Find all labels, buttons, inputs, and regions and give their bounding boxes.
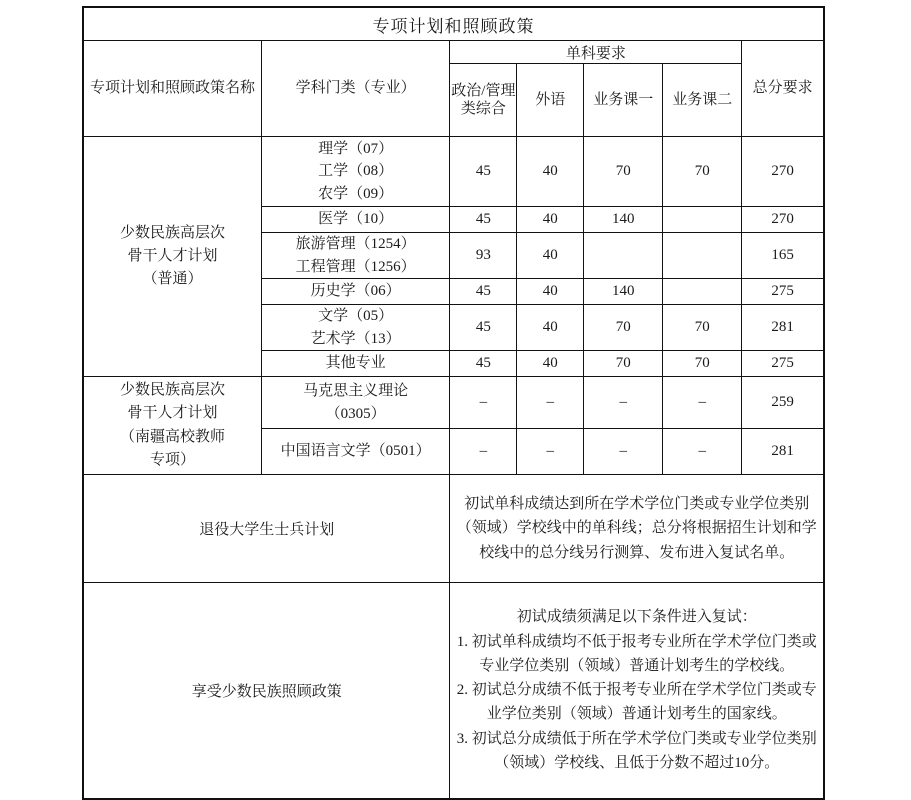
foreign-language-score: 40: [517, 233, 584, 279]
header-subject-requirement-group: 单科要求: [450, 41, 742, 64]
politics-score: –: [450, 377, 517, 429]
page-title: 专项计划和照顾政策: [83, 7, 824, 41]
discipline-cell: 文学（05） 艺术学（13）: [261, 305, 450, 351]
foreign-language-score: 40: [517, 351, 584, 377]
table-row: [83, 137, 824, 207]
politics-score: 45: [450, 351, 517, 377]
table-title-row: [83, 7, 824, 41]
politics-score: 45: [450, 279, 517, 305]
discipline-cell: 马克思主义理论 （0305）: [261, 377, 450, 429]
discipline-cell: 历史学（06）: [261, 279, 450, 305]
special-plan-policy-table: [82, 6, 825, 800]
policy-description-minority-preferential: 初试成绩须满足以下条件进入复试： 1. 初试单科成绩均不低于报考专业所在学术学位门类或专业学位类别（领域）普通计划考生的学校线。 2. 初试总分成绩不低于报考专业所在学术学位门类或专业学位类别（领域）普通计划考生的国家线。 3. 初试总分成绩低于所在学术学位门类或专业学位类别（领域）学校线、且低于分数不超过10分。: [450, 583, 824, 799]
politics-score: 93: [450, 233, 517, 279]
total-score: 270: [742, 207, 824, 233]
table-row: [83, 583, 824, 799]
total-score: 281: [742, 305, 824, 351]
total-score: 270: [742, 137, 824, 207]
foreign-language-score: 40: [517, 137, 584, 207]
business-course-1-score: [584, 233, 663, 279]
business-course-1-score: 140: [584, 207, 663, 233]
header-business-course-1: 业务课一: [584, 64, 663, 137]
foreign-language-score: –: [517, 429, 584, 475]
business-course-2-score: [663, 207, 742, 233]
header-total-score: 总分要求: [742, 41, 824, 137]
foreign-language-score: 40: [517, 305, 584, 351]
foreign-language-score: 40: [517, 279, 584, 305]
total-score: 259: [742, 377, 824, 429]
discipline-cell: 医学（10）: [261, 207, 450, 233]
politics-score: –: [450, 429, 517, 475]
header-row-top: [83, 41, 824, 64]
business-course-1-score: 70: [584, 137, 663, 207]
business-course-2-score: [663, 233, 742, 279]
header-discipline: 学科门类（专业）: [261, 41, 450, 137]
business-course-2-score: 70: [663, 305, 742, 351]
politics-score: 45: [450, 305, 517, 351]
business-course-1-score: 70: [584, 305, 663, 351]
business-course-2-score: 70: [663, 137, 742, 207]
policy-label-veteran-student-soldier: 退役大学生士兵计划: [83, 475, 450, 583]
total-score: 165: [742, 233, 824, 279]
discipline-cell: 理学（07） 工学（08） 农学（09）: [261, 137, 450, 207]
total-score: 275: [742, 351, 824, 377]
discipline-cell: 其他专业: [261, 351, 450, 377]
total-score: 281: [742, 429, 824, 475]
business-course-2-score: [663, 279, 742, 305]
header-policy-name: 专项计划和照顾政策名称: [83, 41, 261, 137]
header-politics: 政治/管理类综合: [450, 64, 517, 137]
table-row: [83, 475, 824, 583]
business-course-2-score: –: [663, 429, 742, 475]
business-course-2-score: 70: [663, 351, 742, 377]
group-label-minority-south-xinjiang: 少数民族高层次 骨干人才计划 （南疆高校教师 专项）: [83, 377, 261, 475]
business-course-1-score: –: [584, 429, 663, 475]
business-course-1-score: 70: [584, 351, 663, 377]
policy-label-minority-preferential: 享受少数民族照顾政策: [83, 583, 450, 799]
foreign-language-score: 40: [517, 207, 584, 233]
foreign-language-score: –: [517, 377, 584, 429]
politics-score: 45: [450, 207, 517, 233]
total-score: 275: [742, 279, 824, 305]
group-label-minority-general: 少数民族高层次 骨干人才计划 （普通）: [83, 137, 261, 377]
business-course-1-score: –: [584, 377, 663, 429]
discipline-cell: 旅游管理（1254） 工程管理（1256）: [261, 233, 450, 279]
business-course-1-score: 140: [584, 279, 663, 305]
table-row: [83, 377, 824, 429]
politics-score: 45: [450, 137, 517, 207]
header-business-course-2: 业务课二: [663, 64, 742, 137]
header-foreign-language: 外语: [517, 64, 584, 137]
discipline-cell: 中国语言文学（0501）: [261, 429, 450, 475]
policy-description-veteran-student-soldier: 初试单科成绩达到所在学术学位门类或专业学位类别（领域）学校线中的单科线；总分将根据招生计划和学校线中的总分线另行测算、发布进入复试名单。: [450, 475, 824, 583]
business-course-2-score: –: [663, 377, 742, 429]
